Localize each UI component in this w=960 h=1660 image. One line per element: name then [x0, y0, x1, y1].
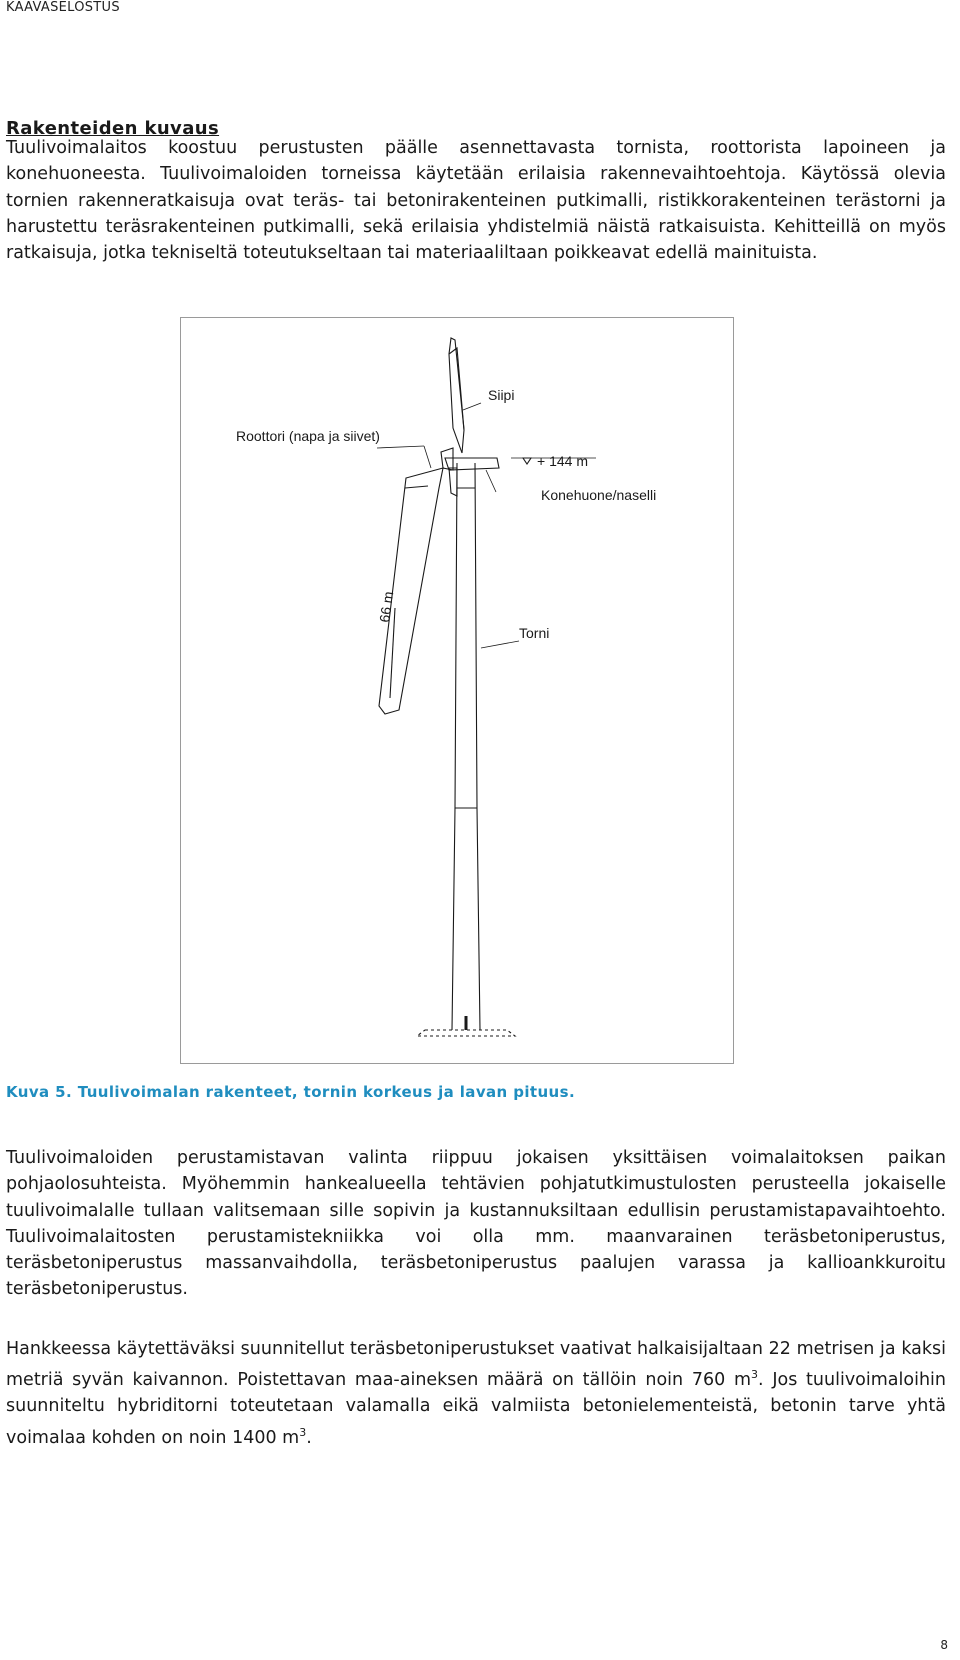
upper-blade [449, 348, 464, 453]
long-blade [379, 468, 443, 714]
label-roottori: Roottori (napa ja siivet) [236, 428, 380, 444]
tower [455, 463, 477, 808]
wind-turbine-figure [180, 317, 734, 1064]
document-header: KAAVASELOSTUS [6, 0, 120, 15]
page-number: 8 [940, 1638, 948, 1652]
label-konehuone: Konehuone/naselli [541, 487, 657, 503]
p3-superscript-1: 3 [751, 1368, 759, 1382]
label-siipi: Siipi [488, 387, 515, 403]
wind-turbine-diagram [181, 318, 733, 1063]
p3-text-c: . [306, 1427, 312, 1448]
label-blade-length: 66 m [376, 590, 397, 624]
section-title: Rakenteiden kuvaus [6, 118, 220, 139]
p3-text-b: . Jos tuulivoimaloihin suunniteltu hybriditorni toteutetaan valamalla eikä valmiista betonielementeistä, betonin tarve yhtä voimalaa kohden on noin 1400 m [6, 1370, 946, 1448]
label-height: + 144 m [537, 453, 588, 469]
label-torni: Torni [519, 625, 550, 641]
paragraph-excavation [6, 1336, 946, 1451]
p3-superscript-2: 3 [299, 1425, 307, 1439]
p3-text-a: Hankkeessa käytettäväksi suunnitellut teräsbetoniperustukset vaativat halkaisijaltaan 22 metrisen ja kaksi metriä syvän kaivannon. Poistettavan maa-aineksen määrä on tällöin noin 760 m [6, 1339, 946, 1391]
paragraph-foundations: Tuulivoimaloiden perustamistavan valinta riippuu jokaisen yksittäisen voimalaitoksen paikan pohjaolosuhteista. Myöhemmin hankealueella tehtävien pohjatutkimustulosten perusteella jokaiselle tuulivoimalalle tullaan valitsemaan sille sopivin ja kustannuksiltaan edullisin perustamistapavaihtoehto. Tuulivoimalaitosten perustamistekniikka voi olla mm. maanvarainen teräsbetoniperustus, teräsbetoniperustus massanvaihdolla, teräsbetoniperustus paalujen varassa ja kallioankkuroitu teräsbetoniperustus. [6, 1148, 946, 1300]
paragraph-structures: Tuulivoimalaitos koostuu perustusten päälle asennettavasta tornista, roottorista lapoineen ja konehuoneesta. Tuulivoimaloiden torneissa käytetään erilaisia rakennevaihtoehtoja. Käytössä olevia tornien rakenneratkaisuja ovat teräs- tai betonirakenteinen putkimalli, ristikkorakenteinen terästorni ja harustettu teräsrakenteinen putkimalli, sekä erilaisia yhdistelmiä näistä ratkaisuista. Kehitteillä on myös ratkaisuja, jotka tekniseltä toteutukseltaan tai materiaaliltaan poikkeavat edellä mainituista. [6, 138, 946, 264]
figure-caption: Kuva 5. Tuulivoimalan rakenteet, tornin korkeus ja lavan pituus. [6, 1083, 576, 1101]
